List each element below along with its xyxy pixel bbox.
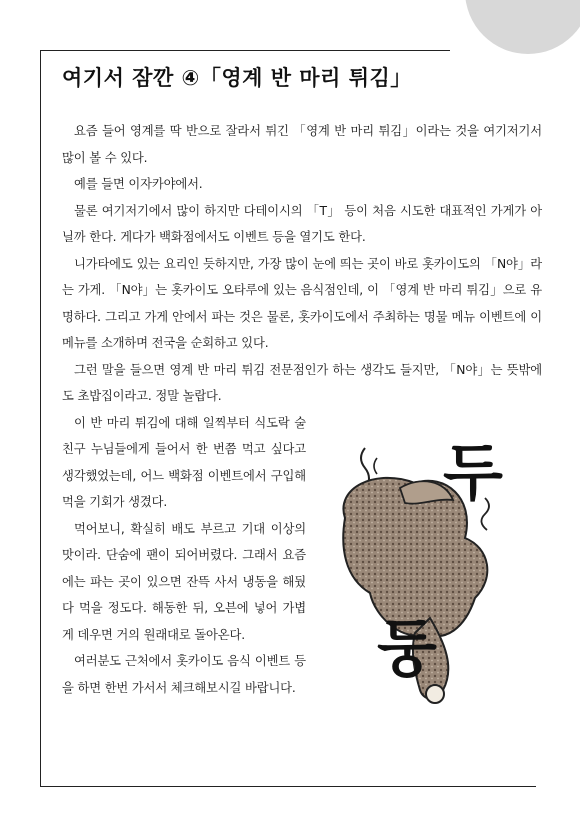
paragraph-narrow: 이 반 마리 튀김에 대해 일찍부터 식도락 술친구 누님들에게 들어서 한 번쯤 먹고 싶다고 생각했었는데, 어느 백화점 이벤트에서 구입해 먹을 기회가 생겼다. xyxy=(62,415,306,509)
corner-decoration xyxy=(465,0,580,54)
sfx-du-text: 두 xyxy=(443,436,503,509)
paragraph-narrow: 먹어보니, 확실히 배도 부르고 기대 이상의 맛이라. 단숨에 팬이 되어버렸다. 그래서 요즘에는 파는 곳이 있으면 잔뜩 사서 냉동을 해뒀다 먹을 정도다. 해동한 뒤, 오븐에 넣어 가볍게 데우면 거의 원래대로 돌아온다. xyxy=(62,521,306,642)
paragraph: 요즘 들어 영계를 딱 반으로 잘라서 튀긴 「영계 반 마리 튀김」이라는 것을 여기저기서 많이 볼 수 있다. xyxy=(62,124,542,165)
frame-left-line xyxy=(40,50,41,786)
paragraph: 그런 말을 들으면 영계 반 마리 튀김 전문점인가 하는 생각도 들지만, 「N야」는 뜻밖에도 초밥집이라고. 정말 놀랍다. xyxy=(62,362,542,403)
page-title: 여기서 잠깐 ④「영계 반 마리 튀김」 xyxy=(62,66,412,90)
frame-bottom-line xyxy=(40,786,536,787)
fried-chicken-illustration xyxy=(325,428,545,728)
paragraph: 니가타에도 있는 요리인 듯하지만, 가장 많이 눈에 띄는 곳이 바로 홋카이도의 「N야」라는 가게. 「N야」는 홋카이도 오타루에 있는 음식점인데, 이 「영계 반 마리 튀김」으로 유명하다. 그리고 가게 안에서 파는 것은 물론, 홋카이도에서 주최하는 명물 메뉴 이벤트에 이 메뉴를 소개하며 전국을 순회하고 있다. xyxy=(62,256,542,350)
paragraph-narrow: 여러분도 근처에서 홋카이도 음식 이벤트 등을 하면 한번 가서서 체크해보시길 바랍니다. xyxy=(62,654,306,695)
frame-top-line xyxy=(40,50,450,51)
paragraph: 물론 여기저기에서 많이 하지만 다테이시의 「T」 등이 처음 시도한 대표적인 가게가 아닐까 한다. 게다가 백화점에서도 이벤트 등을 열기도 한다. xyxy=(62,203,542,244)
sfx-dung-text: 둥 xyxy=(377,612,437,685)
paragraph: 예를 들면 이자카야에서. xyxy=(74,177,203,191)
